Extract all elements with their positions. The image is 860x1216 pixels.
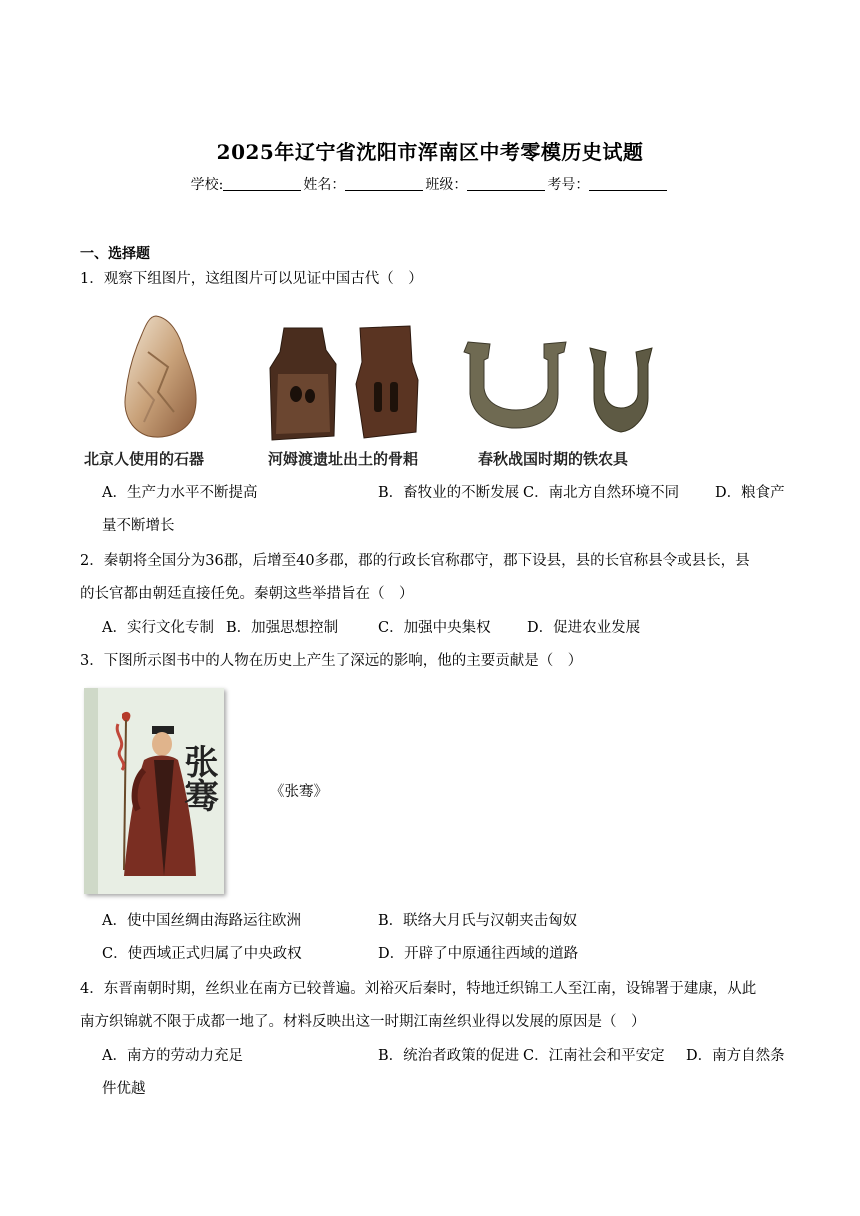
section-heading: 一、选择题 <box>80 246 150 262</box>
caption-iron-tools: 春秋战国时期的铁农具 <box>478 450 629 468</box>
caption-bone-spade: 河姆渡遗址出土的骨耜 <box>268 450 419 468</box>
q4-option-b: B．统治者政策的促进 <box>378 1048 520 1064</box>
page-title: 2025年辽宁省沈阳市浑南区中考零模历史试题 <box>216 140 644 164</box>
bone-spade-image-2 <box>350 322 422 442</box>
q2-option-c: C．加强中央集权 <box>378 620 491 636</box>
name-label: 姓名： <box>303 177 346 193</box>
book-spine <box>84 688 98 894</box>
q1-option-a: A．生产力水平不断提高 <box>102 485 258 501</box>
q1-option-d: D．粮食产 <box>715 485 785 501</box>
exam-number-blank <box>589 176 667 191</box>
iron-tool-image-1 <box>460 338 574 430</box>
q1-option-d-cont: 量不断增长 <box>102 518 175 534</box>
q4-option-d: D．南方自然条 <box>686 1048 785 1064</box>
q1-option-c: C．南北方自然环境不同 <box>523 485 680 501</box>
exam-number-label: 考号： <box>547 177 590 193</box>
school-label: 学校: <box>190 177 224 193</box>
q1-option-b: B．畜牧业的不断发展 <box>378 485 520 501</box>
q4-option-c: C．江南社会和平安定 <box>523 1048 665 1064</box>
book-cover-title: 张骞 <box>178 744 218 812</box>
caption-stone-tool: 北京人使用的石器 <box>84 450 205 468</box>
question-2-stem-line2: 的长官都由朝廷直接任免。秦朝这些举措旨在（ ） <box>80 586 414 602</box>
question-3-stem: 3．下图所示图书中的人物在历史上产生了深远的影响，他的主要贡献是（ ） <box>80 653 583 669</box>
q3-option-a: A．使中国丝绸由海路运往欧洲 <box>102 913 301 929</box>
class-blank <box>467 176 545 191</box>
q4-option-d-cont: 件优越 <box>102 1081 146 1097</box>
book-cover-image <box>84 688 224 894</box>
name-blank <box>345 176 423 191</box>
question-2-stem-line1: 2．秦朝将全国分为36郡，后增至40多郡，郡的行政长官称郡守，郡下设县，县的长官称县令或县长，县 <box>80 553 750 569</box>
q3-option-d: D．开辟了中原通往西域的道路 <box>378 946 579 962</box>
class-label: 班级： <box>425 177 468 193</box>
school-blank <box>223 176 301 191</box>
question-4-stem-line1: 4．东晋南朝时期，丝织业在南方已较普遍。刘裕灭后秦时，特地迁织锦工人至江南，设锦署于建康，从此 <box>80 981 757 997</box>
book-title-caption: 《张骞》 <box>270 784 328 800</box>
iron-tool-image-2 <box>586 344 656 436</box>
question-1-stem: 1．观察下组图片，这组图片可以见证中国古代（ ） <box>80 271 423 287</box>
q2-option-b: B．加强思想控制 <box>226 620 339 636</box>
q3-option-b: B．联络大月氏与汉朝夹击匈奴 <box>378 913 578 929</box>
stone-tool-image <box>118 312 202 442</box>
student-info-line <box>0 174 860 194</box>
q3-option-c: C．使西域正式归属了中央政权 <box>102 946 302 962</box>
q2-option-d: D．促进农业发展 <box>527 620 641 636</box>
question-4-stem-line2: 南方织锦就不限于成都一地了。材料反映出这一时期江南丝织业得以发展的原因是（ ） <box>80 1014 646 1030</box>
q4-option-a: A．南方的劳动力充足 <box>102 1048 243 1064</box>
q2-option-a: A．实行文化专制 <box>102 620 214 636</box>
bone-spade-image-1 <box>266 324 340 442</box>
